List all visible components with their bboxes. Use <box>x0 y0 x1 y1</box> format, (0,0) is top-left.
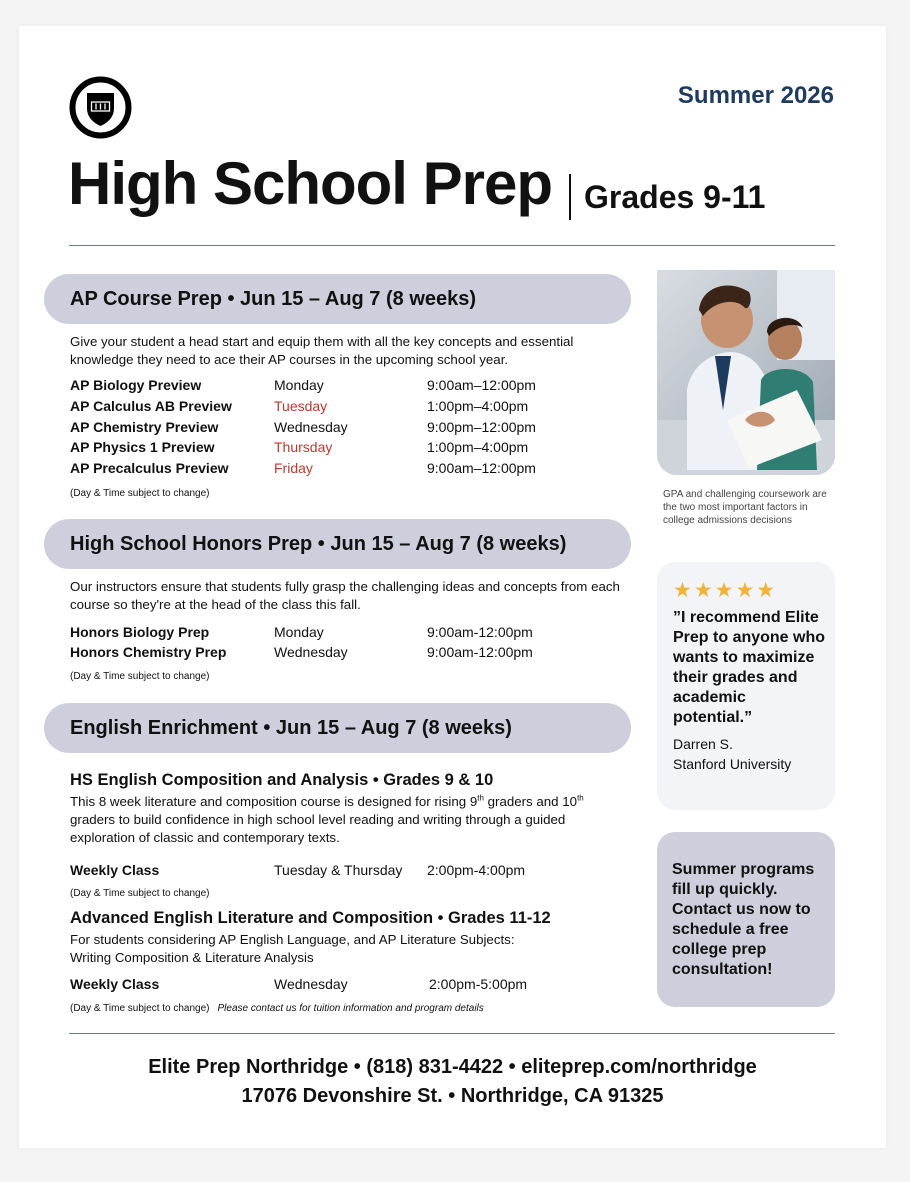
students-photo <box>657 270 835 475</box>
course-name: AP Physics 1 Preview <box>70 439 215 455</box>
course-day: Wednesday <box>274 419 348 435</box>
testimonial-card <box>657 562 835 810</box>
schedule-row <box>70 644 630 664</box>
course-description <box>70 931 620 967</box>
class-day: Wednesday <box>274 976 348 992</box>
header-divider <box>69 245 835 246</box>
course-day: Wednesday <box>274 644 348 660</box>
flyer-page <box>19 26 886 1148</box>
course-name: AP Chemistry Preview <box>70 419 219 435</box>
course-description: This 8 week literature and composition course is designed for rising 9th graders and 10th graders to build confidence in high school level reading and writing through a guided exploration of classic and contemporary texts. <box>70 793 584 845</box>
schedule-row <box>70 624 630 644</box>
photo-caption: GPA and challenging coursework are the two most important factors in college admissions decisions <box>663 489 827 526</box>
honors-heading-text: High School Honors Prep • Jun 15 – Aug 7 (8 weeks) <box>70 532 567 555</box>
english-section-heading <box>44 703 631 753</box>
schedule-note: (Day & Time subject to change) <box>70 488 210 499</box>
course-time: 1:00pm–4:00pm <box>427 439 529 455</box>
footer-contact: Elite Prep Northridge • (818) 831-4422 • eliteprep.com/northridge <box>148 1056 757 1078</box>
schedule-note: (Day & Time subject to change) <box>70 888 210 899</box>
schedule-row <box>70 398 630 418</box>
course-description-line: For students considering AP English Language, and AP Literature Subjects: <box>70 932 515 947</box>
course-time: 9:00pm–12:00pm <box>427 419 536 435</box>
shield-crest-icon <box>69 76 132 139</box>
english-heading-text: English Enrichment • Jun 15 – Aug 7 (8 weeks) <box>70 716 512 739</box>
class-day: Tuesday & Thursday <box>274 862 403 878</box>
ap-description: Give your student a head start and equip them with all the key concepts and essential knowledge they need to ace their AP courses in the upcoming school year. <box>70 334 574 367</box>
course-time: 9:00am–12:00pm <box>427 377 536 393</box>
grades-label: Grades 9-11 <box>584 179 766 215</box>
class-time: 2:00pm-5:00pm <box>429 976 528 992</box>
testimonial-author <box>673 734 835 774</box>
course-time: 9:00am–12:00pm <box>427 460 536 476</box>
page-title: High School Prep <box>68 150 553 217</box>
cta-card <box>657 832 835 1007</box>
schedule-row <box>70 460 630 480</box>
footer-divider <box>69 1033 835 1034</box>
course-title: HS English Composition and Analysis • Grades 9 & 10 <box>70 771 494 789</box>
course-time: 9:00am-12:00pm <box>427 644 533 660</box>
tuition-note: Please contact us for tuition information and program details <box>217 1003 484 1014</box>
schedule-note: (Day & Time subject to change) Please contact us for tuition information and program details <box>70 1003 484 1014</box>
cta-text: Summer programs fill up quickly. Contact us now to schedule a free college prep consultation! <box>672 861 815 978</box>
course-day: Monday <box>274 377 324 393</box>
schedule-note: (Day & Time subject to change) <box>70 671 210 682</box>
schedule-row <box>70 419 630 439</box>
footer-address: 17076 Devonshire St. • Northridge, CA 91325 <box>241 1085 664 1107</box>
class-label: Weekly Class <box>70 976 160 992</box>
schedule-row <box>70 976 630 996</box>
course-time: 1:00pm–4:00pm <box>427 398 529 414</box>
course-description-line: Writing Composition & Literature Analysis <box>70 950 314 965</box>
course-name: AP Precalculus Preview <box>70 460 229 476</box>
honors-description: Our instructors ensure that students fully grasp the challenging ideas and concepts from each course so they're at the head of the class this fall. <box>70 579 620 612</box>
course-name: Honors Biology Prep <box>70 624 210 640</box>
course-day: Tuesday <box>274 398 328 414</box>
author-school: Stanford University <box>673 756 792 772</box>
ap-section-heading <box>44 274 631 324</box>
class-label: Weekly Class <box>70 862 160 878</box>
honors-section-heading <box>44 519 631 569</box>
season-label: Summer 2026 <box>677 82 834 109</box>
class-time: 2:00pm-4:00pm <box>427 862 526 878</box>
author-name: Darren S. <box>673 736 733 752</box>
schedule-row <box>70 862 630 882</box>
ap-heading-text: AP Course Prep • Jun 15 – Aug 7 (8 weeks) <box>70 287 477 310</box>
star-rating-icon: ★★★★★ <box>673 579 778 602</box>
course-day: Monday <box>274 624 324 640</box>
testimonial-quote: ”I recommend Elite Prep to anyone who wants to maximize their grades and academic potential.” <box>673 609 826 726</box>
title-divider <box>569 174 571 220</box>
course-time: 9:00am-12:00pm <box>427 624 533 640</box>
course-name: AP Calculus AB Preview <box>70 398 232 414</box>
course-day: Thursday <box>274 439 333 455</box>
course-name: Honors Chemistry Prep <box>70 644 227 660</box>
course-title: Advanced English Literature and Composition • Grades 11-12 <box>70 909 551 927</box>
course-name: AP Biology Preview <box>70 377 202 393</box>
schedule-row <box>70 377 630 397</box>
schedule-row <box>70 439 630 459</box>
course-day: Friday <box>274 460 313 476</box>
